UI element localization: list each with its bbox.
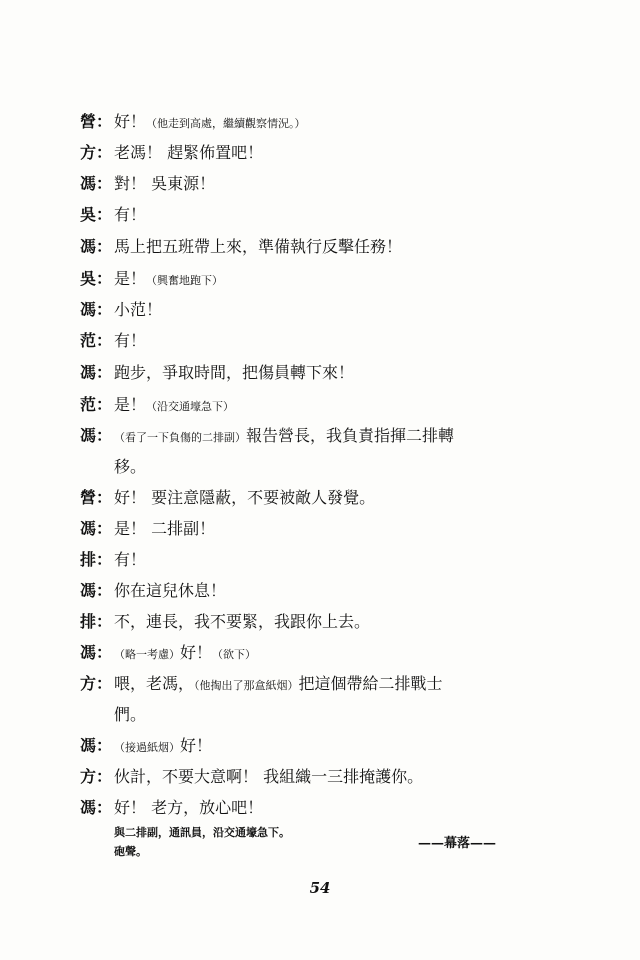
speaker-label: 范：: [80, 395, 113, 414]
dialogue-line: [80, 482, 560, 513]
dialogue-text: [114, 637, 560, 670]
speaker-label: 馮：: [80, 581, 113, 600]
speaker-label: 吳：: [80, 269, 113, 288]
dialogue-continuation: 們。: [114, 705, 147, 724]
spoken-text: 是！: [114, 395, 147, 414]
spoken-text: 好！: [114, 112, 147, 131]
spoken-text: 喂，老馮，: [114, 674, 195, 693]
spoken-text: 對！ 吳東源！: [114, 174, 216, 193]
dialogue-text: [114, 263, 560, 296]
spoken-text: 有！: [114, 205, 147, 224]
speaker-label: 營：: [80, 488, 113, 507]
dialogue-text: [114, 325, 560, 356]
dialogue-text: [114, 482, 560, 513]
dialogue-text: [114, 544, 560, 575]
dialogue-text: [114, 575, 560, 606]
dialogue-line: [80, 356, 560, 389]
stage-note: （興奮地跑下）: [146, 274, 224, 287]
spoken-text: 報告營長，我負責指揮二排轉: [246, 426, 455, 445]
dialogue-text: [114, 168, 560, 199]
speaker-label: 排：: [80, 612, 113, 631]
speaker-label: 馮：: [80, 300, 113, 319]
dialogue-line: [80, 730, 560, 761]
speaker-label: 營：: [80, 112, 113, 131]
speaker-label: 馮：: [80, 174, 113, 193]
spoken-text: 是！: [114, 269, 147, 288]
spoken-text: 有！: [114, 331, 147, 350]
dialogue-line: [80, 230, 560, 263]
dialogue-text: [114, 668, 560, 701]
dialogue-continuation: 移。: [114, 457, 147, 476]
dialogue-text: [114, 389, 560, 422]
dialogue-text: [114, 106, 560, 139]
dialogue-text: [114, 199, 560, 230]
stage-note: （欲下）: [212, 648, 257, 661]
spoken-text: 不，連長，我不要緊，我跟你上去。: [114, 612, 371, 631]
stage-note: （看了一下負傷的二排副）: [114, 431, 246, 444]
spoken-text: 老馮！ 趕緊佈置吧！: [114, 143, 264, 162]
dialogue-line: [80, 389, 560, 420]
speaker-label: 范：: [80, 331, 113, 350]
speaker-label: 馮：: [80, 736, 113, 755]
dialogue-text: [114, 420, 560, 453]
script-body: [80, 106, 560, 861]
speaker-label: 馮：: [80, 426, 113, 445]
dialogue-line: [80, 294, 560, 325]
dialogue-text: [114, 137, 560, 168]
dialogue-line: [80, 575, 560, 606]
stage-direction: 與二排副，通訊員，沿交通壕急下。: [114, 826, 290, 839]
dialogue-line: [80, 513, 560, 544]
spoken-text: 馬上把五班帶上來，準備執行反擊任務！: [114, 237, 403, 256]
dialogue-line: [80, 606, 560, 637]
dialogue-line: [80, 761, 560, 792]
dialogue-text: [114, 513, 560, 544]
dialogue-line: [80, 168, 560, 199]
stage-note: （略一考慮）: [114, 648, 180, 661]
dialogue-line: [80, 325, 560, 356]
dialogue-line: [80, 637, 560, 668]
dialogue-line: [80, 137, 560, 168]
spoken-text: 你在這兒休息！: [114, 581, 227, 600]
spoken-text: 伙計，不要大意啊！ 我組織一三排掩護你。: [114, 767, 424, 786]
speaker-label: 方：: [80, 767, 113, 786]
spoken-text: 小范！: [114, 300, 163, 319]
dialogue-line: [80, 263, 560, 294]
curtain-marker: ——幕落——: [418, 836, 497, 851]
dialogue-text: [114, 294, 560, 325]
speaker-label: 馮：: [80, 643, 113, 662]
stage-note: （接過紙烟）: [114, 741, 180, 754]
spoken-text: 把這個帶給二排戰士: [298, 674, 443, 693]
dialogue-text: [114, 761, 560, 792]
dialogue-line: [80, 544, 560, 575]
dialogue-text: [114, 356, 560, 389]
speaker-label: 排：: [80, 550, 113, 569]
dialogue-line: [80, 420, 560, 451]
stage-note: （他走到高處，繼續觀察情況。）: [146, 117, 306, 130]
spoken-text: 好！: [180, 643, 213, 662]
dialogue-line: [80, 199, 560, 230]
dialogue-text: [114, 230, 560, 263]
speaker-label: 方：: [80, 674, 113, 693]
dialogue-text: [114, 792, 560, 823]
spoken-text: 好！ 要注意隱蔽，不要被敵人發覺。: [114, 488, 376, 507]
speaker-label: 方：: [80, 143, 113, 162]
spoken-text: 跑步，爭取時間，把傷員轉下來！: [114, 363, 355, 382]
page-number: 54: [309, 879, 331, 897]
spoken-text: 是！ 二排副！: [114, 519, 216, 538]
speaker-label: 馮：: [80, 519, 113, 538]
speaker-label: 馮：: [80, 237, 113, 256]
speaker-label: 吳：: [80, 205, 113, 224]
spoken-text: 好！ 老方，放心吧！: [114, 798, 264, 817]
stage-note: （他掏出了那盒紙烟）: [194, 679, 299, 692]
dialogue-line: [80, 106, 560, 137]
stage-direction: 砲聲。: [114, 845, 147, 858]
spoken-text: 有！: [114, 550, 147, 569]
dialogue-text: [114, 606, 560, 637]
speaker-label: 馮：: [80, 798, 113, 817]
dialogue-line: [80, 792, 560, 823]
spoken-text: 好！: [180, 736, 213, 755]
dialogue-line: [80, 668, 560, 699]
speaker-label: 馮：: [80, 363, 113, 382]
dialogue-text: [114, 730, 560, 763]
stage-note: （沿交通壕急下）: [146, 400, 235, 413]
